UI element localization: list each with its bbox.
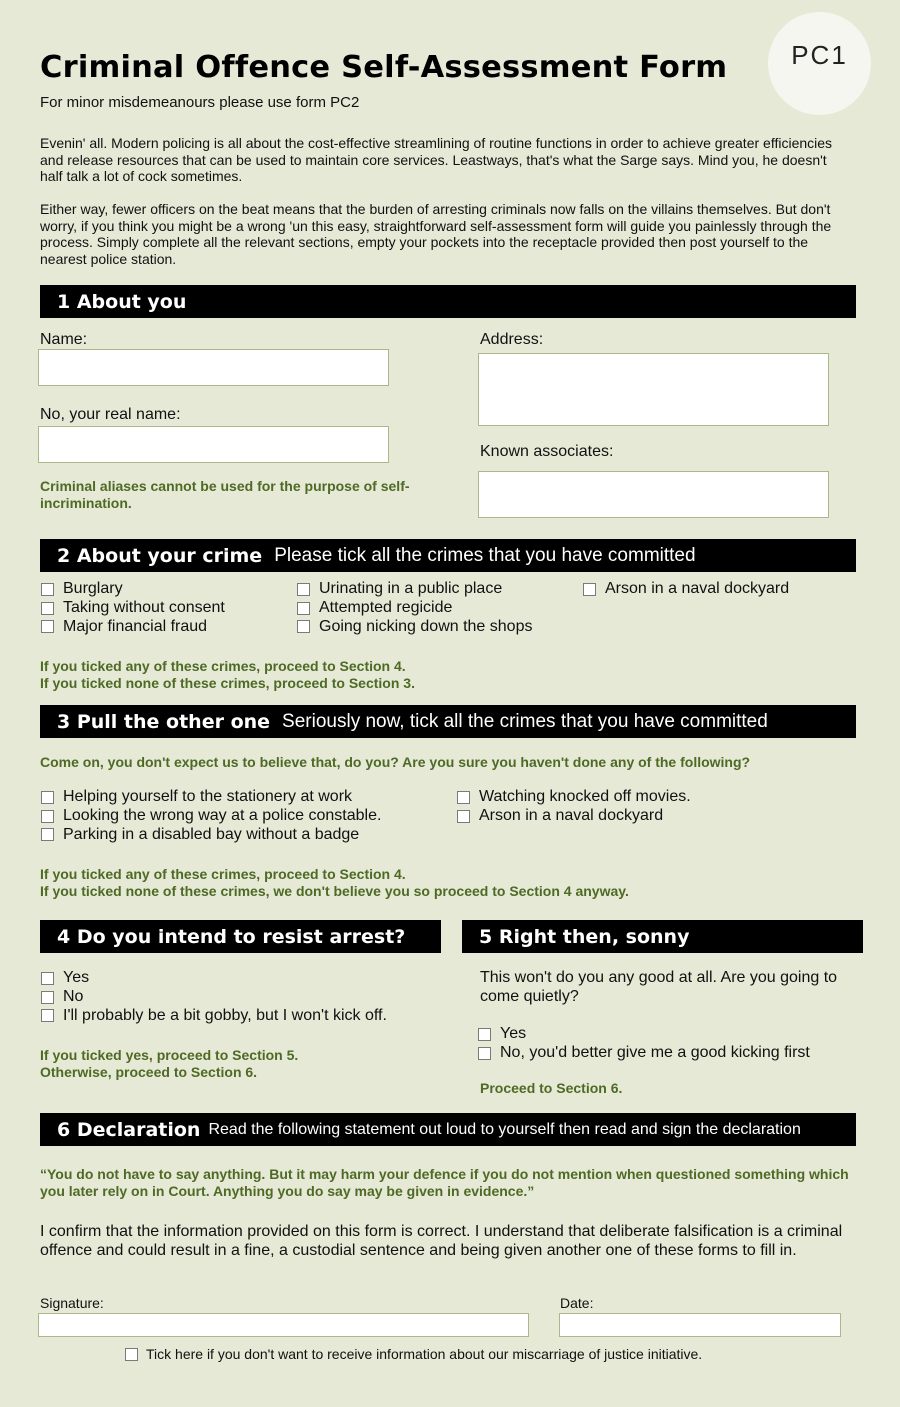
checkbox[interactable]	[41, 972, 54, 985]
section-2-note-1: If you ticked any of these crimes, proceed to Section 4.	[40, 658, 406, 674]
section-5-heading: 5 Right then, sonny	[479, 925, 690, 948]
crime-option-urinating[interactable]	[297, 580, 532, 599]
name-field[interactable]	[38, 349, 389, 386]
option-label: Major financial fraud	[63, 617, 208, 635]
signature-field[interactable]	[38, 1313, 529, 1337]
crime-option-attempted-regicide[interactable]	[297, 599, 532, 618]
section-2-column-3	[583, 580, 789, 599]
section-3-prompt: Come on, you don't expect us to believe that, do you? Are you sure you haven't done any of the following?	[40, 754, 751, 770]
option-label: Taking without consent	[63, 599, 225, 617]
option-label: Watching knocked off movies.	[479, 788, 691, 806]
signature-label: Signature:	[40, 1295, 104, 1311]
crime-option-burglary[interactable]	[41, 580, 225, 599]
section-2-instruction: Please tick all the crimes that you have committed	[274, 544, 696, 566]
quietly-option-yes[interactable]	[478, 1025, 810, 1044]
checkbox[interactable]	[297, 583, 310, 596]
section-3-heading: 3 Pull the other one	[57, 710, 271, 733]
address-label: Address:	[480, 331, 544, 348]
checkbox[interactable]	[41, 1009, 54, 1022]
checkbox[interactable]	[41, 583, 54, 596]
option-label: Yes	[500, 1025, 527, 1043]
optout-label: Tick here if you don't want to receive information about our miscarriage of justice initiative.	[146, 1346, 703, 1362]
option-label: Attempted regicide	[319, 599, 453, 617]
section-2-header	[40, 539, 856, 572]
checkbox[interactable]	[41, 620, 54, 633]
checkbox[interactable]	[478, 1047, 491, 1060]
section-5-question: This won't do you any good at all. Are you going to come quietly?	[480, 969, 838, 1005]
declaration-text: I confirm that the information provided on this form is correct. I understand that deliberate falsification is a criminal offence and could result in a fine, a custodial sentence and being given another one of these forms to fill in.	[40, 1223, 843, 1259]
address-field[interactable]	[478, 353, 829, 426]
checkbox[interactable]	[125, 1348, 138, 1361]
section-2-heading: 2 About your crime	[57, 544, 263, 567]
crime-option-arson-2[interactable]	[457, 807, 691, 826]
checkbox[interactable]	[583, 583, 596, 596]
section-6-instruction: Read the following statement out loud to yourself then read and sign the declaration	[208, 1120, 801, 1138]
checkbox[interactable]	[41, 828, 54, 841]
aliases-note: Criminal aliases cannot be used for the purpose of self-incrimination.	[40, 478, 410, 511]
option-label: Parking in a disabled bay without a badge	[63, 825, 360, 843]
section-4-heading: 4 Do you intend to resist arrest?	[57, 925, 406, 948]
crime-option-knocked-off-movies[interactable]	[457, 788, 691, 807]
crime-option-major-financial-fraud[interactable]	[41, 617, 225, 636]
resist-option-no[interactable]	[41, 988, 387, 1007]
option-label: I'll probably be a bit gobby, but I won't kick off.	[63, 1006, 387, 1024]
crime-option-taking-without-consent[interactable]	[41, 599, 225, 618]
form-title: Criminal Offence Self-Assessment Form	[40, 50, 728, 85]
option-label: Arson in a naval dockyard	[479, 807, 664, 825]
section-5-options	[478, 1025, 810, 1062]
checkbox[interactable]	[478, 1028, 491, 1041]
section-3-instruction: Seriously now, tick all the crimes that you have committed	[282, 710, 768, 732]
intro-paragraph-2: Either way, fewer officers on the beat means that the burden of arresting criminals now falls on the villains themselves. But don't worry, if you think you might be a wrong 'un this easy, straightforward self-assessment form will guide you painlessly through the process. Simply complete all the relevant sections, empty your pockets into the receptacle provided then post yourself to the nearest police station.	[40, 201, 832, 268]
crime-option-stationery[interactable]	[41, 788, 381, 807]
section-3-column-1	[41, 788, 381, 844]
option-label: Urinating in a public place	[319, 580, 503, 598]
associates-field[interactable]	[478, 471, 829, 518]
checkbox[interactable]	[41, 602, 54, 615]
section-2-note-2: If you ticked none of these crimes, proceed to Section 3.	[40, 675, 415, 691]
intro-paragraph-1: Evenin' all. Modern policing is all about the cost-effective streamlining of routine functions in order to achieve greater efficiencies and release resources that can be used to maintain core services. Leastways, that's what the Sarge says. Mind you, he doesn't half talk a lot of cock sometimes.	[40, 135, 833, 185]
checkbox[interactable]	[457, 810, 470, 823]
resist-option-gobby[interactable]	[41, 1006, 387, 1025]
section-3-note-2: If you ticked none of these crimes, we don't believe you so proceed to Section 4 anyway.	[40, 883, 629, 899]
section-6-header	[40, 1113, 856, 1146]
section-5-header	[462, 920, 863, 953]
option-label: Arson in a naval dockyard	[605, 580, 790, 598]
checkbox[interactable]	[41, 991, 54, 1004]
checkbox[interactable]	[297, 602, 310, 615]
crime-option-looking-wrong-way[interactable]	[41, 807, 381, 826]
section-4-options	[41, 969, 387, 1025]
option-label: No	[63, 988, 84, 1006]
section-1-header	[40, 285, 856, 318]
option-label: Yes	[63, 969, 90, 987]
option-label: Burglary	[63, 580, 123, 598]
real-name-field[interactable]	[38, 426, 389, 463]
associates-label: Known associates:	[480, 443, 614, 460]
real-name-label: No, your real name:	[40, 406, 181, 423]
option-label: Going nicking down the shops	[319, 617, 533, 635]
section-1-heading: 1 About you	[57, 290, 187, 313]
caution-statement: “You do not have to say anything. But it may harm your defence if you do not mention when questioned something which you later rely on in Court. Anything you do say may be given in evidence.”	[40, 1166, 849, 1199]
form-subtitle: For minor misdemeanours please use form PC2	[40, 94, 360, 111]
section-3-note-1: If you ticked any of these crimes, proceed to Section 4.	[40, 866, 406, 882]
optout-option[interactable]	[125, 1346, 702, 1362]
option-label: No, you'd better give me a good kicking first	[500, 1044, 810, 1062]
section-6-heading: 6 Declaration	[57, 1118, 201, 1141]
checkbox[interactable]	[457, 791, 470, 804]
section-4-note-2: Otherwise, proceed to Section 6.	[40, 1064, 258, 1080]
section-3-column-2	[457, 788, 691, 825]
name-label: Name:	[40, 331, 88, 348]
form-code-badge: PC1	[768, 12, 871, 115]
section-2-column-2	[297, 580, 532, 636]
section-4-header	[40, 920, 441, 953]
crime-option-disabled-bay[interactable]	[41, 825, 381, 844]
checkbox[interactable]	[41, 810, 54, 823]
section-4-note-1: If you ticked yes, proceed to Section 5.	[40, 1047, 299, 1063]
crime-option-going-nicking[interactable]	[297, 617, 532, 636]
resist-option-yes[interactable]	[41, 969, 387, 988]
crime-option-arson[interactable]	[583, 580, 789, 599]
checkbox[interactable]	[297, 620, 310, 633]
section-5-note: Proceed to Section 6.	[480, 1080, 623, 1096]
date-label: Date:	[560, 1295, 594, 1311]
option-label: Looking the wrong way at a police constable.	[63, 807, 382, 825]
quietly-option-kicking[interactable]	[478, 1044, 810, 1063]
date-field[interactable]	[559, 1313, 841, 1337]
option-label: Helping yourself to the stationery at work	[63, 788, 353, 806]
checkbox[interactable]	[41, 791, 54, 804]
section-3-header	[40, 705, 856, 738]
section-2-column-1	[41, 580, 225, 636]
